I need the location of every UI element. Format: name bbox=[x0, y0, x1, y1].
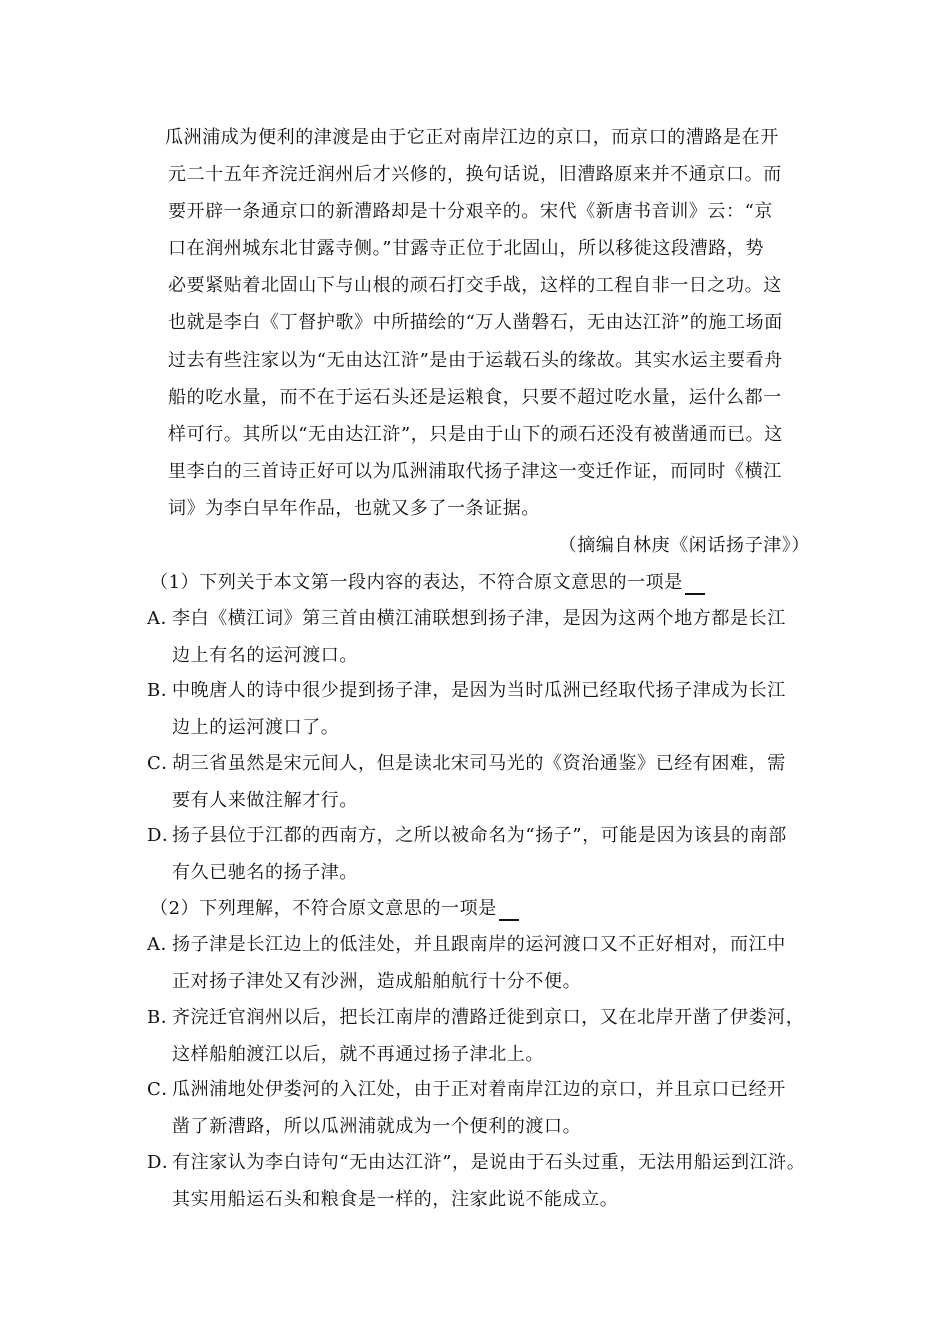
option-text: 李白《横江词》第三首由横江浦联想到扬子津，是因为这两个地方都是长江 bbox=[172, 608, 786, 629]
passage-line: 也就是李白《丁督护歌》中所描绘的“万人凿磐石，无由达江浒”的施工场面 bbox=[168, 312, 783, 333]
option-text: 有久已驰名的扬子津。 bbox=[172, 862, 358, 883]
question-stem: （1）下列关于本文第一段内容的表达，不符合原文意思的一项是 bbox=[150, 571, 705, 595]
option-label[interactable]: A． bbox=[147, 934, 180, 955]
passage-line: 船的吃水量，而不在于运石头还是运粮食，只要不超过吃水量，运什么都一 bbox=[168, 387, 782, 408]
passage-line: 元二十五年齐浣迁润州后才兴修的，换句话说，旧漕路原来并不通京口。而 bbox=[168, 164, 782, 185]
option-label[interactable]: C． bbox=[147, 1079, 180, 1100]
option-text: 其实用船运石头和粮食是一样的，注家此说不能成立。 bbox=[172, 1189, 619, 1210]
option-label[interactable]: B． bbox=[147, 1007, 180, 1028]
option-text: 正对扬子津处又有沙洲，造成船舶航行十分不便。 bbox=[172, 971, 582, 992]
answer-blank[interactable] bbox=[499, 899, 519, 921]
passage-line: 里李白的三首诗正好可以为瓜洲浦取代扬子津这一变迁作证，而同时《横江 bbox=[168, 461, 782, 482]
passage-line: 样可行。其所以“无由达江浒”，只是由于山下的顽石还没有被凿通而已。这 bbox=[168, 424, 783, 445]
passage-line: 要开辟一条通京口的新漕路却是十分艰辛的。宋代《新唐书音训》云：“京 bbox=[168, 201, 773, 222]
option-text: 瓜洲浦地处伊娄河的入江处，由于正对着南岸江边的京口，并且京口已经开 bbox=[172, 1079, 786, 1100]
option-text: 齐浣迁官润州以后，把长江南岸的漕路迁徙到京口，又在北岸开凿了伊娄河， bbox=[172, 1007, 805, 1028]
option-text: 有注家认为李白诗句“无由达江浒”，是说由于石头过重，无法用船运到江浒。 bbox=[172, 1152, 806, 1173]
passage-line: 词》为李白早年作品，也就又多了一条证据。 bbox=[168, 498, 540, 519]
option-text: 这样船舶渡江以后，就不再通过扬子津北上。 bbox=[172, 1044, 544, 1065]
option-text: 边上有名的运河渡口。 bbox=[172, 645, 358, 666]
option-text: 扬子津是长江边上的低洼处，并且跟南岸的运河渡口又不正好相对，而江中 bbox=[172, 934, 786, 955]
option-text: 胡三省虽然是宋元间人，但是读北宋司马光的《资治通鉴》已经有困难，需 bbox=[172, 753, 786, 774]
passage-line: 过去有些注家以为“无由达江浒”是由于运载石头的缘故。其实水运主要看舟 bbox=[168, 350, 783, 371]
option-label[interactable]: B． bbox=[147, 680, 180, 701]
passage-line: 瓜洲浦成为便利的津渡是由于它正对南岸江边的京口，而京口的漕路是在开 bbox=[165, 127, 779, 148]
passage-line: 口在润州城东北甘露寺侧。”甘露寺正位于北固山，所以移徙这段漕路，势 bbox=[168, 238, 764, 259]
option-text: 要有人来做注解才行。 bbox=[172, 790, 358, 811]
passage-source: （摘编自林庚《闲话扬子津》） bbox=[558, 535, 810, 556]
question-stem: （2）下列理解，不符合原文意思的一项是 bbox=[150, 897, 519, 921]
option-text: 凿了新漕路，所以瓜洲浦就成为一个便利的渡口。 bbox=[172, 1116, 582, 1137]
option-text: 扬子县位于江都的西南方，之所以被命名为“扬子”，可能是因为该县的南部 bbox=[172, 825, 787, 846]
passage-line: 必要紧贴着北固山下与山根的顽石打交手战，这样的工程自非一日之功。这 bbox=[168, 275, 782, 296]
option-text: 边上的运河渡口了。 bbox=[172, 717, 340, 738]
option-label[interactable]: D． bbox=[147, 1152, 181, 1173]
option-text: 中晚唐人的诗中很少提到扬子津，是因为当时瓜洲已经取代扬子津成为长江 bbox=[172, 680, 786, 701]
option-label[interactable]: C． bbox=[147, 753, 180, 774]
option-label[interactable]: A． bbox=[147, 608, 180, 629]
answer-blank[interactable] bbox=[685, 573, 705, 595]
option-label[interactable]: D． bbox=[147, 825, 181, 846]
